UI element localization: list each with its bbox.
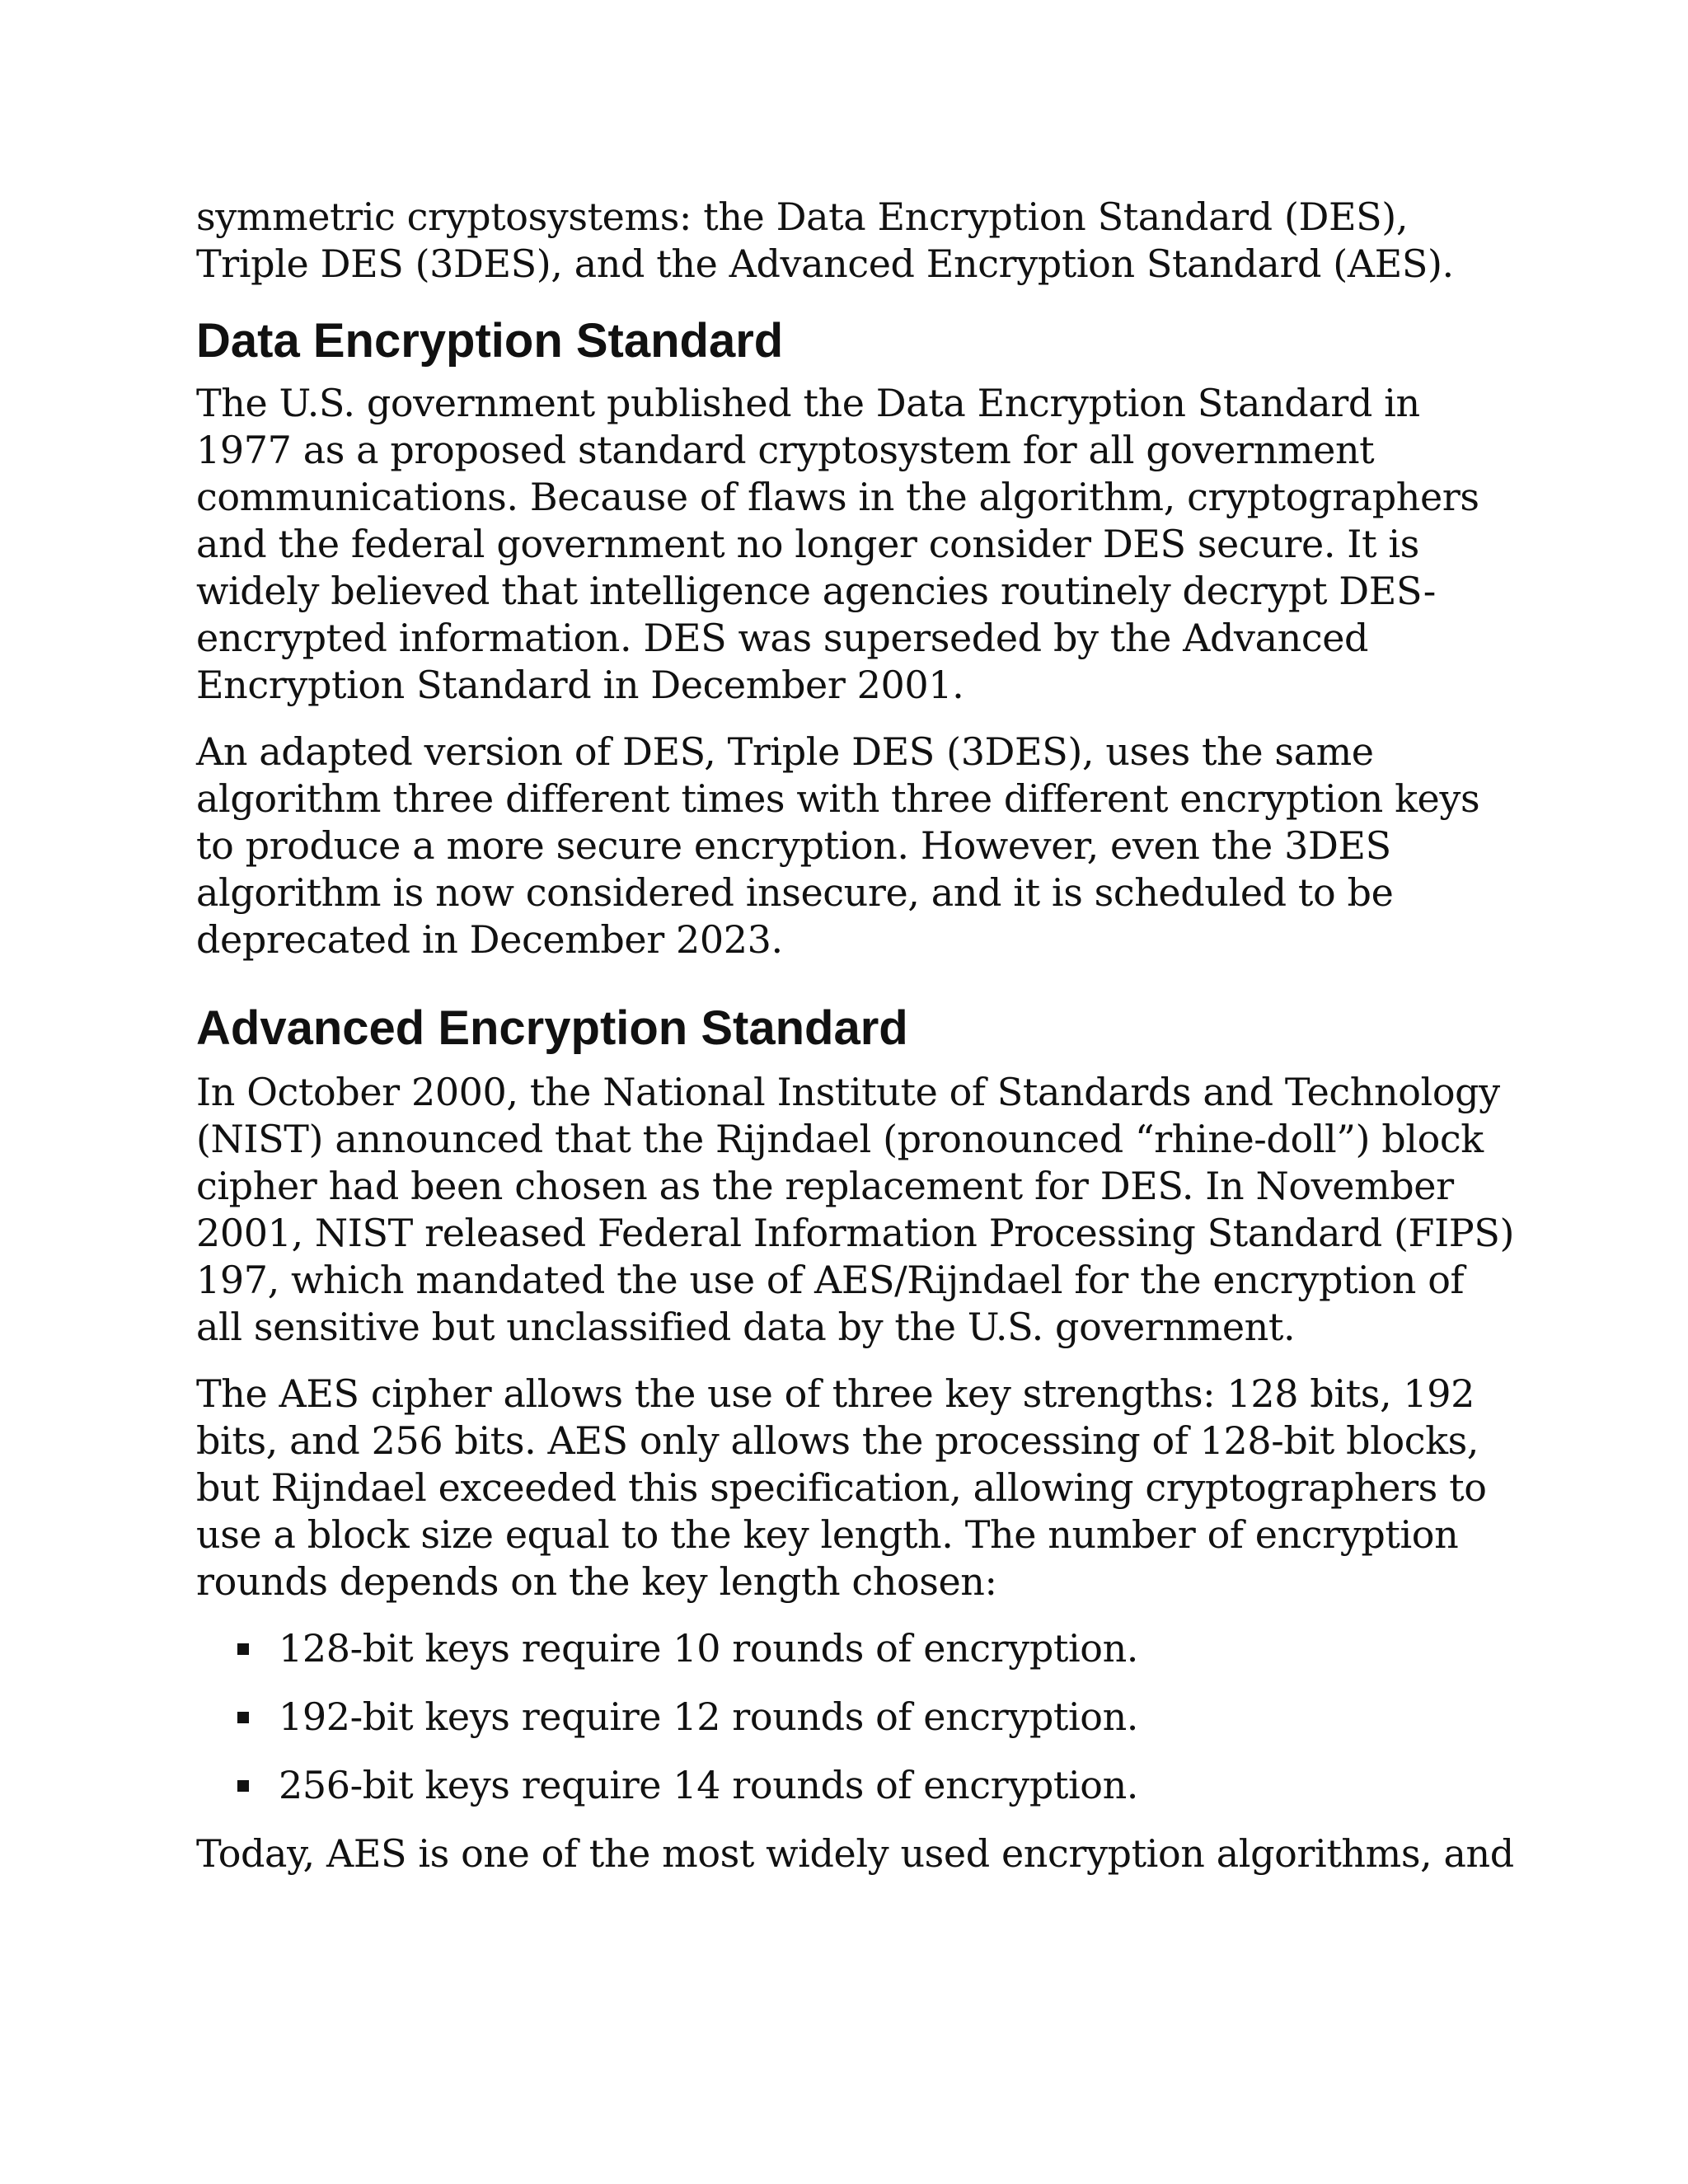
list-item-text: 128-bit keys require 10 rounds of encryption.: [279, 1626, 1139, 1671]
document-page: [196, 194, 1515, 1877]
list-item: [196, 1625, 1515, 1672]
list-item-text: 192-bit keys require 12 rounds of encryption.: [279, 1694, 1139, 1739]
des-paragraph-2: An adapted version of DES, Triple DES (3DES), uses the same algorithm three different times with three different encryption keys to produce a more secure encryption. However, even the 3DES algorithm is now considered insecure, and it is scheduled to be deprecated in December 2023.: [196, 729, 1480, 962]
closing-paragraph: Today, AES is one of the most widely used encryption algorithms, and: [196, 1831, 1514, 1876]
square-bullet-icon: [237, 1712, 249, 1723]
list-item: [196, 1694, 1515, 1741]
square-bullet-icon: [237, 1643, 249, 1655]
des-paragraph-1: The U.S. government published the Data Encryption Standard in 1977 as a proposed standard cryptosystem for all government communications. Because of flaws in the algorithm, cryptographers and the federal government no longer consider DES secure. It is widely believed that intelligence agencies routinely decrypt DES-encrypted information. DES was superseded by the Advanced Encryption Standard in December 2001.: [196, 381, 1479, 707]
aes-heading: Advanced Encryption Standard: [196, 1001, 908, 1055]
intro-paragraph: symmetric cryptosystems: the Data Encryption Standard (DES), Triple DES (3DES), and the Advanced Encryption Standard (AES).: [196, 194, 1454, 286]
square-bullet-icon: [237, 1780, 249, 1792]
aes-paragraph-2: The AES cipher allows the use of three key strengths: 128 bits, 192 bits, and 256 bits. AES only allows the processing of 128-bit blocks, but Rijndael exceeded this specification, allowing cryptographers to use a block size equal to the key length. The number of encryption rounds depends on the key length chosen:: [196, 1371, 1487, 1604]
list-item-text: 256-bit keys require 14 rounds of encryption.: [279, 1763, 1139, 1807]
aes-paragraph-1: In October 2000, the National Institute of Standards and Technology (NIST) announced that the Rijndael (pronounced “rhine-doll”) block cipher had been chosen as the replacement for DES. In November 2001, NIST released Federal Information Processing Standard (FIPS) 197, which mandated the use of AES/Rijndael for the encryption of all sensitive but unclassified data by the U.S. government.: [196, 1070, 1515, 1349]
list-item: [196, 1762, 1515, 1809]
des-heading: Data Encryption Standard: [196, 314, 784, 368]
key-rounds-list: [196, 1625, 1515, 1809]
